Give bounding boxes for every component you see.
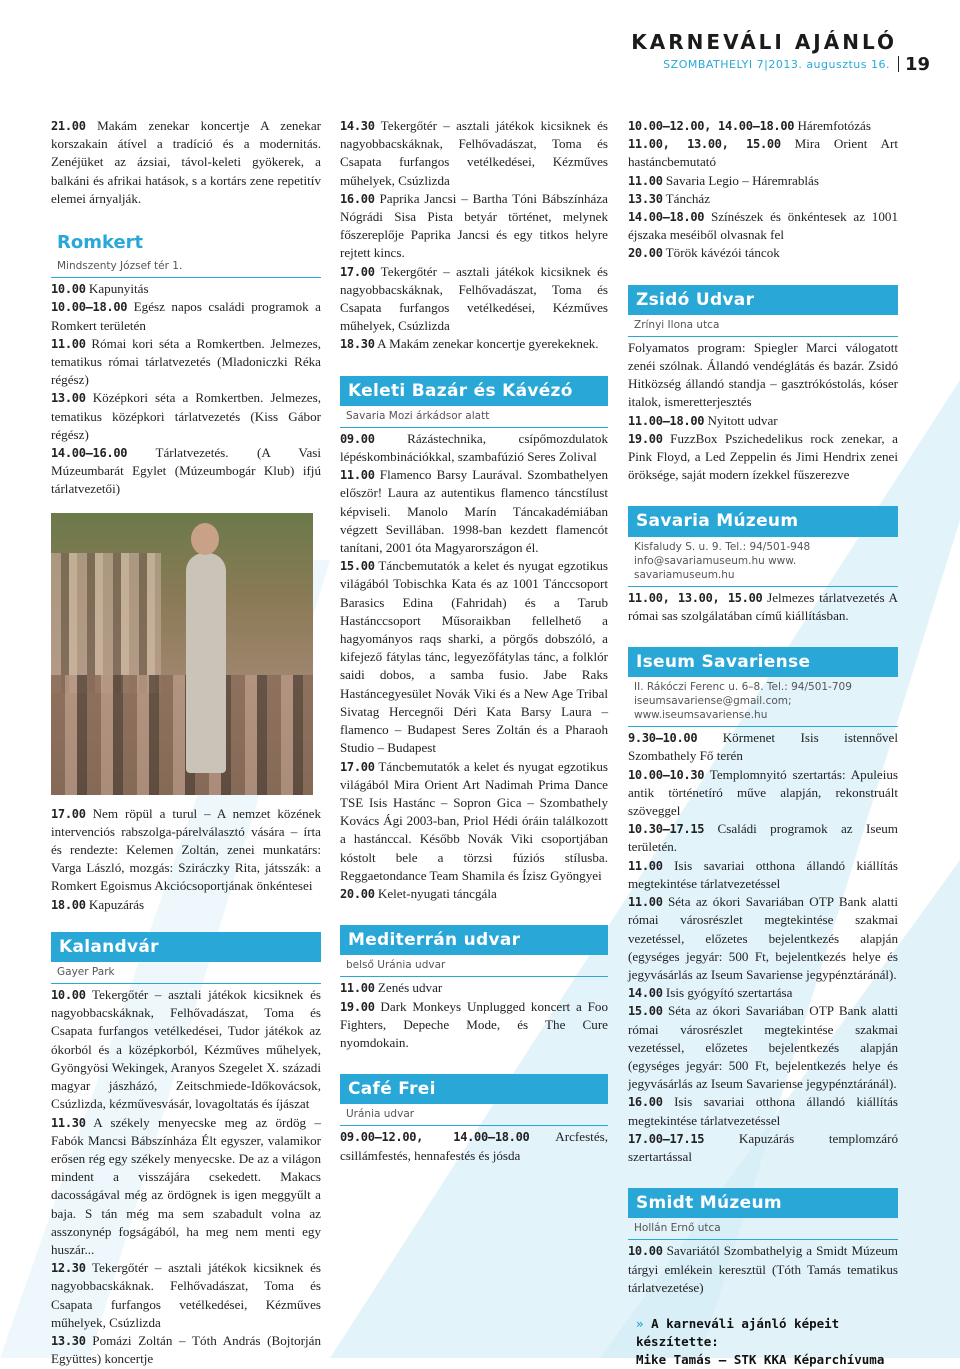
program-item [628,208,898,244]
program-item [340,335,608,353]
venue-items [340,979,608,1052]
program-time: 18.00 [51,897,86,912]
venue-address: belső Uránia udvar [340,955,608,977]
program-item [51,1332,321,1368]
program-description: Táncház [662,190,711,206]
program-description: Isis savariai otthona állandó kiállítás megtekintése tárlatvezetéssel [628,857,898,891]
program-description: Kelet-nyugati táncgála [374,885,497,901]
program-time: 11.00 [340,981,375,996]
program-item [51,986,321,1113]
program-time: 18.30 [340,337,375,352]
program-item [340,557,608,757]
program-description: Tekergőtér – asztali játékok kicsiknek és nagyobbacskáknak, Felhővadászat, Toma és Csapata furfangos vetélkedései, Tudor játékok az ókorból és a középkorból, Kézműves műhelyek, Gyöngyösi Wekingek, Aranyos Szegelet X. századi magyar jászházó, Zeitschmiede-Időkovácsok, Csúzlizda, kézművesvásár, lovagoltatás és íjászat [51,987,321,1112]
program-time: 09.00–12.00, 14.00–18.00 [340,1130,530,1145]
program-time: 14.00 [628,986,663,1001]
program-description: Körmenet Isis istennővel Szombathely Fő terén [628,730,898,764]
program-item [340,263,608,336]
program-description: Jelmezes tárlatvezetés A római sas szolgálatában című kiállításban. [628,589,898,623]
program-time: 15.00 [340,559,375,574]
program-item [628,339,898,412]
program-item [628,857,898,893]
venue-items [628,117,898,263]
program-time: 10.00–10.30 [628,767,705,782]
program-time: 16.00 [628,1095,663,1110]
intro-block [51,117,321,208]
program-description: Tekergőtér – asztali játékok kicsiknek és nagyobbacskáknak, Felhővadászat, Toma és Csapata furfangos vetélkedései, Kézműves műhelyek, Csúzlizda [340,118,608,188]
program-description: Kapuzárás templomzáró szertartással [628,1130,898,1164]
program-item [628,135,898,171]
issue-info: SZOMBATHELYI 7|2013. augusztus 16. [663,58,890,71]
venue-title: Mediterrán udvar [340,925,608,955]
program-item [340,430,608,466]
program-description: Séta az ókori Savariában OTP Bank alatti római városrészlet megtekintése szakmai vezetéssel, előzetes bejelentkezés alapján (egységes jegyár: 500 Ft, bejelentkezés helye és jegyvásárlás az Iseum Savariense jegypénztáránál). [628,1003,898,1092]
program-description: Paprika Jancsi – Bartha Tóni Bábszínháza Nógrádi Sisa Pista betyár történet, melynek főszereplője Paprika Jancsi és egy titkos helyre rejtett kincs. [340,190,608,261]
program-time: 09.00 [340,431,375,446]
program-description: Kapunyitás [85,281,149,297]
program-item [628,1002,898,1093]
program-description: Tekergőtér – asztali játékok kicsiknek és nagyobbacskáknak. Felhővadászat, Toma és Csapata furfangos vetélkedései, Kézműves műhelyek, Csúzlizda [51,1260,321,1330]
program-description: Dark Monkeys Unplugged koncert a Foo Fighters, Depeche Mode, és The Cure nyomdokain. [340,998,608,1050]
program-item [51,389,321,444]
program-item [628,820,898,856]
venue-address: Kisfaludy S. u. 9. Tel.: 94/501-948 info@savariamuseum.hu www. savariamuseum.hu [628,537,898,587]
program-item [51,335,321,390]
program-item [340,998,608,1053]
venue-title: Romkert [57,232,144,254]
program-item [340,758,608,885]
program-time: 10.00–12.00, 14.00–18.00 [628,119,795,133]
program-description: Arcfestés, csillámfestés, hennafestés és jósda [340,1129,608,1163]
program-time: 10.00–18.00 [51,300,128,315]
program-description: Táncbemutatók a kelet és nyugat egzotikus világából Tobischka Kata és az 1001 Tánccsoport Barasics Edina (Fahridah) és a Tarub Hastánccsoport Műsoraikban fellelhető a hagyományos raqs sharki, a pörgős dobszóló, a kifejező fátylas tánc, legyezőfátylas tánc, a folklór saidi dobos, a samba fusio. Jabe Raks Hastáncegyesület Novák Viki és a New Age Tribal Sivatag Hercegnői Déri Kata Barsy Laura – flamenco – Budapest Seres Zoltán és a Pharaoh Studio – Budapest [340,558,608,756]
program-time: 14.00–18.00 [628,210,705,225]
program-item [628,1093,898,1129]
program-time: 10.00 [51,988,86,1003]
program-time: 11.30 [51,1115,86,1130]
program-description: Tekergőtér – asztali játékok kicsiknek és nagyobbacskáknak, Felhővadászat, Toma és Csapata furfangos vetélkedései, Kézműves műhelyek, Csúzlizda [340,263,608,334]
program-item [628,729,898,765]
venue-title: Café Frei [340,1074,608,1104]
venue-kalandvar [51,932,321,984]
program-description: Flamenco Barsy Laurával. Szombathelyen először! Laura az autentikus flamenco táncstílust képviseli. Manolo Marín Táncakadémiában végzett Sevillában. 1998-ban kezdett flamencót tanítani, 2001 óta Magyarországon él. [340,467,608,556]
program-description: A székely menyecske meg az ördög – Fabók Mancsi Bábszínháza Élt egyszer, valamikor erősen rég egy székely menyecske. De az a világon mindent a visszájára csekedett. Makacs dacosságával még az ördögnek is igen meggyűlt a baja. S tán még ma sem szabadult volna az asszonynép fogságából, ha meg nem menti egy huszár... [51,1114,321,1257]
venue-cafe-frei [340,1074,608,1126]
program-item [628,1130,898,1166]
program-time: 20.00 [340,886,375,901]
venue-address: Uránia udvar [340,1104,608,1126]
program-item [628,430,898,485]
program-time: 9.30–10.00 [628,731,698,746]
venue-address: Gayer Park [51,962,321,984]
program-time: 14.00–16.00 [51,446,128,461]
venue-keleti [340,376,608,428]
venue-title: Zsidó Udvar [628,285,898,315]
program-time: 11.00, 13.00, 15.00 [628,590,763,605]
venue-title: Smidt Múzeum [628,1188,898,1218]
program-description: Nem röpül a turul – A nemzet közének intervenciós rabszolga-párelválasztó vására – írta és rendezte: Kelemen Zoltán, zenei munkatárs: Varga László, mozgás: Sziráczky Rita, játsszák: a Romkert Egoismus Akciócsoportjának önkéntesei [51,805,321,894]
program-item [340,885,608,903]
venue-address: II. Rákóczi Ferenc u. 6–8. Tel.: 94/501-709 iseumsavariense@gmail.com; www.iseumsavariense.hu [628,677,898,727]
program-description: Családi programok az Iseum területén. [628,821,898,855]
program-description: Savariától Szombathelyig a Smidt Múzeum tárgyi emlékein keresztül (Tóth Tamás tematikus tárlatvezetése) [628,1243,898,1295]
program-item [628,412,898,430]
column-3 [628,117,898,1369]
program-time: 17.00 [51,806,86,821]
program-time: 11.00 [628,895,663,910]
program-item [51,444,321,499]
program-description: Isis savariai otthona állandó kiállítás megtekintése tárlatvezetéssel [628,1094,898,1128]
venue-address: Savaria Mozi árkádsor alatt [340,406,608,428]
venue-romkert [51,230,321,278]
venue-zsido-udvar [628,285,898,337]
program-description: Török kávézói táncok [662,245,780,261]
program-item [628,984,898,1002]
program-time: 10.30–17.15 [628,822,705,837]
column-2 [340,117,608,1165]
program-time: 10.00 [51,282,86,297]
venue-items [51,280,321,498]
program-item [51,1259,321,1332]
venue-items [51,805,321,914]
program-description: Zenés udvar [374,980,443,996]
program-time: 17.00 [340,264,375,279]
venue-address: Hollán Ernő utca [628,1218,898,1240]
program-time: 16.00 [340,191,375,206]
credit-line-2: Mike Tamás – STK KKA Képarchívuma [636,1351,885,1367]
program-description: Folyamatos program: Spiegler Marci válogatott zenéi szólnak. Állandó vendéglátás és bazár. Zsidó Hitközség állandó standja – gasztrókóstolás, kóser italok, ismeretterjesztés [628,339,898,410]
program-time: 11.00 [628,858,663,873]
program-item [51,280,321,298]
venue-smidt-muzeum [628,1188,898,1240]
program-description: Római kori séta a Romkertben. Jelmezes, tematikus római tárlatvezetés (Mladoniczki Réka régész) [51,335,321,388]
program-time: 13.30 [628,191,663,206]
program-item [340,117,608,190]
program-time: 17.00–17.15 [628,1131,705,1146]
program-time: 21.00 [51,119,86,133]
header-separator [898,56,899,72]
venue-address: Zrínyi Ilona utca [628,315,898,337]
program-time: 17.00 [340,759,375,774]
venue-title: Iseum Savariense [628,647,898,677]
venue-items [51,986,321,1368]
program-time: 15.00 [628,1004,663,1019]
program-item [628,893,898,984]
program-description: Pomázi Zoltán – Tóth András (Bojtorján Együttes) koncertje [51,1332,321,1367]
venue-iseum [628,647,898,727]
program-description: Középkori séta a Romkertben. Jelmezes, tematikus középkori tárlatvezetés (Kiss Gábor régész) [51,390,321,442]
program-time: 11.00–18.00 [628,413,705,428]
program-item [628,766,898,821]
program-description: Táncbemutatók a kelet és nyugat egzotikus világából Mira Orient Art Nadimah Prima Dance TSE Isis Hastánc – Sopron Gica – Szombathely Kovács Ági 2003-ban, Priol Hédi óráin találkozott a hastánccal. Később Novák Viki csoportjában kóstolt bele a törzsi fúziós stílusba. Reggaetondance Team Shamila és Ízisz Gyöngyei [340,758,608,883]
program-description: Makám zenekar koncertje A zenekar korszakain átível a tradíció és a modernitás. Zenéjüket az ázsiai, távol-keleti gyökerek, a balkáni és afrikai hatások, s a kortárs zene repetitív elemei árnyalják. [51,118,321,206]
venue-title: Savaria Múzeum [628,506,898,536]
venue-items [340,117,608,354]
program-item [628,172,898,190]
program-description: Isis gyógyító szertartása [662,985,793,1001]
program-description: FuzzBox Pszichedelikus rock zenekar, a Pink Floyd, a Led Zeppelin és Jimi Hendrix zenei öröksége, saját modern ízekkel fűszerezve [628,430,898,483]
program-item [340,190,608,263]
program-time: 14.30 [340,119,375,133]
venue-address: Mindszenty József tér 1. [51,256,321,278]
program-description: Kapuzárás [85,896,145,912]
program-description: A Makám zenekar koncertje gyerekeknek. [374,336,599,352]
program-description: Savaria Legio – Háremrablás [662,172,819,188]
program-time: 11.00, 13.00, 15.00 [628,137,781,152]
program-time: 10.00 [628,1244,663,1259]
section-title: KARNEVÁLI AJÁNLÓ [631,30,897,54]
credit-line-1: A karneváli ajánló képeit készítette: [636,1315,840,1349]
program-item [51,805,321,896]
column-1 [51,117,321,1368]
program-time: 11.00 [340,468,375,483]
venue-savaria-muzeum [628,506,898,586]
event-photo [51,513,313,795]
program-description: Nyitott udvar [704,412,778,428]
program-item [340,1128,608,1164]
program-time: 20.00 [628,246,663,261]
program-item [628,1242,898,1297]
venue-items [628,589,898,625]
photo-credit [628,1315,898,1369]
venue-items [340,1128,608,1164]
program-description: Háremfotózás [794,118,871,133]
program-description: Mira Orient Art hastáncbemutató [628,136,898,170]
program-description: Tárlatvezetés. (A Vasi Múzeumbarát Egylet (Múzeumbogár Klub) ifjú tárlatvezetői) [51,445,321,497]
program-item [340,466,608,557]
program-description: Színészek és önkéntesek az 1001 éjszaka meséiből olvasnak fel [628,209,898,243]
program-time: 19.00 [628,431,663,446]
program-description: Templomnyitó szertartás: Apuleius antik történetíró műve alapján, rekonstruált szöveggel [628,766,898,819]
program-item [51,1114,321,1260]
program-description: Egész napos családi programok a Romkert területén [51,299,321,333]
program-item [628,589,898,625]
venue-items [628,1242,898,1297]
program-item [628,117,898,135]
program-time: 13.00 [51,391,86,406]
page-number: 19 [905,54,931,75]
venue-items [628,729,898,1166]
program-time: 13.30 [51,1333,86,1348]
program-time: 12.30 [51,1261,86,1276]
program-description: Séta az ókori Savariában OTP Bank alatti római városrészlet megtekintése szakmai vezetéssel, előzetes bejelentkezés alapján (egységes jegyár: 500 Ft, bejelentkezés helye és jegyvásárlás az Iseum Savariense jegypénztáránál). [628,894,898,982]
program-item [628,190,898,208]
program-description: Rázástechnika, csípőmozdulatok lépéskombinációkkal, szambafúzió Seres Zolival [340,430,608,465]
program-item [51,117,321,208]
program-item [340,979,608,997]
venue-title: Keleti Bazár és Kávézó [340,376,608,406]
program-time: 19.00 [340,999,375,1014]
arrow-icon: » [636,1315,644,1331]
program-item [51,896,321,914]
venue-items [340,430,608,903]
venue-items [628,339,898,485]
program-time: 11.00 [628,173,663,188]
venue-title: Kalandvár [51,932,321,962]
program-item [628,244,898,262]
venue-mediterran [340,925,608,977]
program-item [51,298,321,334]
program-time: 11.00 [51,336,86,351]
